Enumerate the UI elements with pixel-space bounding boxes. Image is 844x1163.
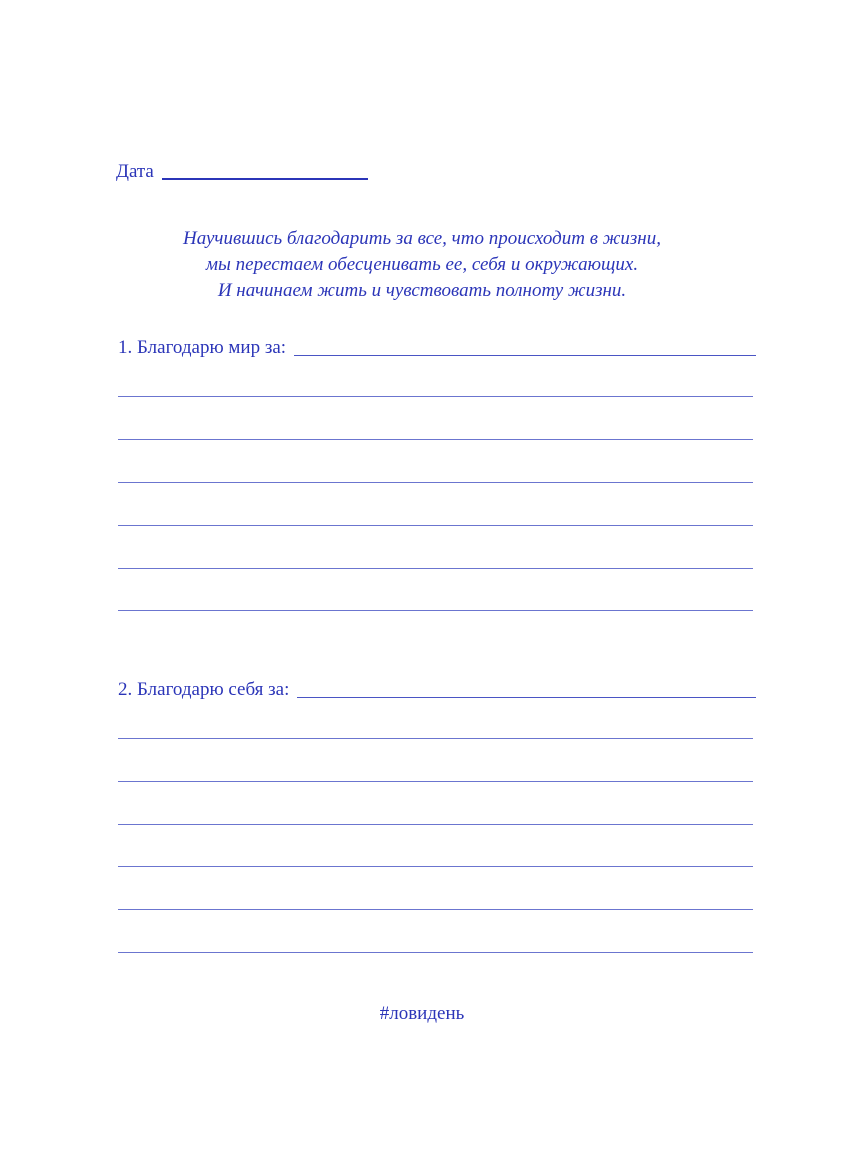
quote-line: И начинаем жить и чувствовать полноту жизни. (217, 280, 627, 301)
writing-line[interactable] (118, 439, 753, 440)
writing-line[interactable] (118, 525, 753, 526)
writing-line[interactable] (118, 396, 753, 397)
date-label: Дата (116, 161, 154, 182)
date-input-line[interactable] (162, 178, 368, 180)
footer-hashtag: #ловидень (379, 1003, 465, 1024)
section-self-first-line[interactable] (297, 697, 756, 698)
section-self-label: 2. Благодарю себя за: (118, 679, 290, 700)
quote-block (0, 226, 844, 304)
writing-line[interactable] (118, 952, 753, 953)
writing-line[interactable] (118, 866, 753, 867)
section-world-first-line[interactable] (294, 355, 756, 356)
date-field (116, 160, 368, 184)
writing-line[interactable] (118, 738, 753, 739)
writing-line[interactable] (118, 610, 753, 611)
writing-line[interactable] (118, 568, 753, 569)
writing-line[interactable] (118, 909, 753, 910)
writing-line[interactable] (118, 824, 753, 825)
section-world-label: 1. Благодарю мир за: (118, 337, 287, 358)
quote-line: Научившись благодарить за все, что происходит в жизни, (183, 228, 661, 249)
quote-line: мы перестаем обесценивать ее, себя и окружающих. (205, 254, 639, 275)
section-self-heading (118, 678, 756, 702)
writing-line[interactable] (118, 781, 753, 782)
section-world-heading (118, 336, 756, 360)
writing-line[interactable] (118, 482, 753, 483)
